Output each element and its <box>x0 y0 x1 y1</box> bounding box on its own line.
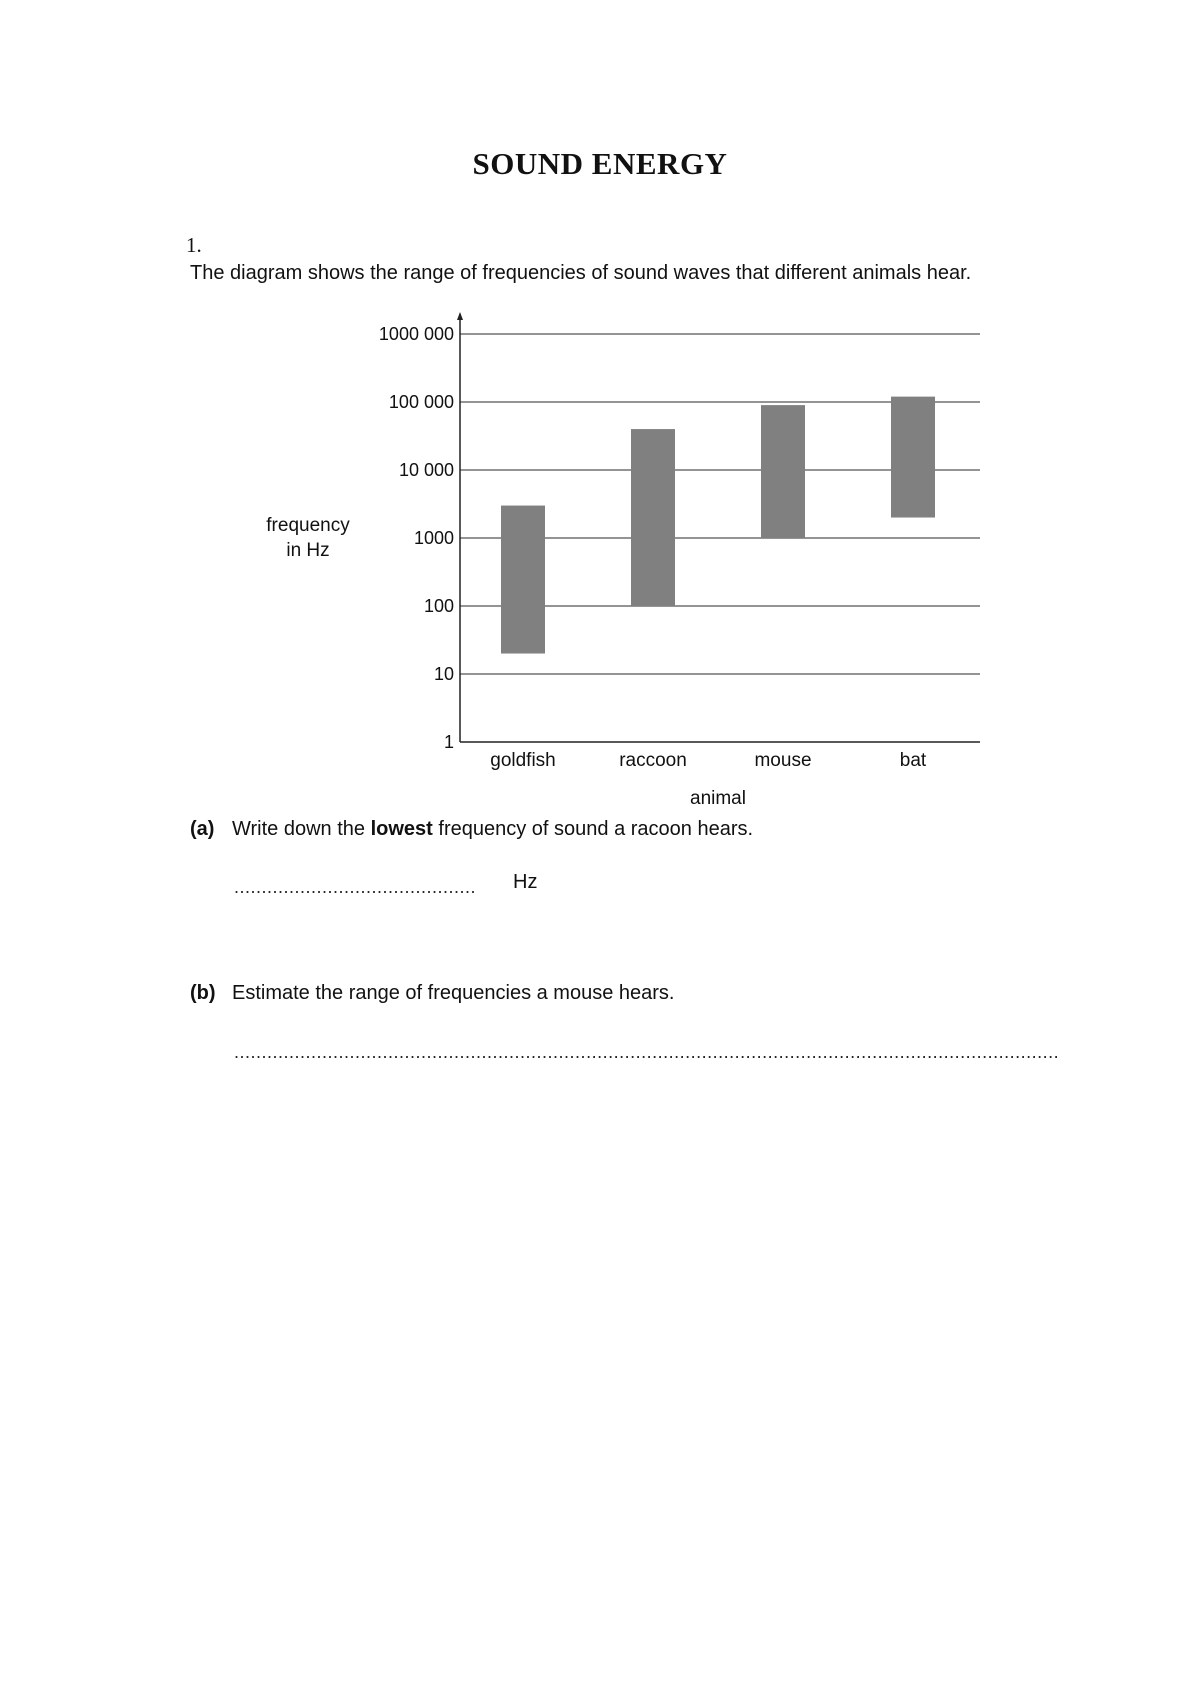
y-tick-label: 100 000 <box>388 392 454 412</box>
part-a-text-after: frequency of sound a racoon hears. <box>432 818 754 840</box>
part-b-text: Estimate the range of frequencies a mouse hears. <box>232 982 675 1004</box>
part-b-label: (b) <box>190 982 216 1004</box>
answer-line-b[interactable]: ...................................................................................................................................................... <box>234 1042 1060 1062</box>
question-part-b <box>190 982 674 1005</box>
part-a-label: (a) <box>190 818 215 840</box>
part-a-text-bold: lowest <box>370 818 433 840</box>
bar-mouse <box>761 405 805 538</box>
x-tick-label: bat <box>899 750 927 771</box>
bar-bat <box>891 397 935 518</box>
y-tick-label: 1000 000 <box>378 324 454 344</box>
y-tick-label: 1000 <box>413 528 454 548</box>
page-title: SOUND ENERGY <box>472 146 728 181</box>
y-axis-label-line-1: frequency <box>266 515 350 536</box>
question-part-a <box>190 818 753 841</box>
y-axis-label-line-2: in Hz <box>286 540 330 561</box>
bar-goldfish <box>501 506 545 654</box>
y-tick-label: 100 <box>423 596 454 616</box>
question-intro: The diagram shows the range of frequencies of sound waves that different animals hear. <box>190 262 972 284</box>
part-a-text-before: Write down the <box>232 818 371 840</box>
x-tick-label: mouse <box>754 750 812 771</box>
y-tick-label: 10 000 <box>398 460 454 480</box>
y-tick-label: 10 <box>433 664 454 684</box>
x-axis-label: animal <box>690 788 746 809</box>
x-tick-label: raccoon <box>619 750 687 771</box>
answer-line-a[interactable]: ............................................ <box>234 877 477 897</box>
x-tick-label: goldfish <box>490 750 556 771</box>
answer-unit-a: Hz <box>513 871 538 893</box>
y-tick-label: 1 <box>443 732 454 752</box>
bar-raccoon <box>631 429 675 606</box>
y-axis-arrow-icon <box>457 312 463 320</box>
question-number: 1. <box>186 233 202 257</box>
